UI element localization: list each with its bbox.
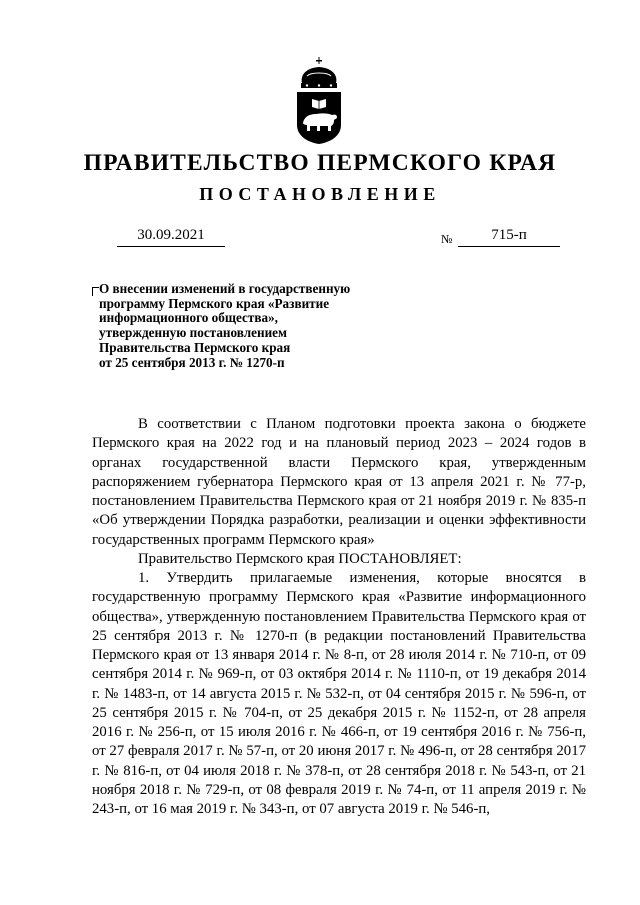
decree-subject: О внесении изменений в государственную программу Пермского края «Развитие информационного общества», утвержденную постановлением Правительства Пермского края от 25 сентября 2013 г. № 1270-п	[99, 281, 351, 370]
decree-number: 715-п	[458, 227, 560, 247]
intro-paragraph: В соответствии с Планом подготовки проекта закона о бюджете Пермского края на 2022 год и на плановый период 2023 – 2024 годов в органах государственной власти Пермского края, утвержденным распоряжением губернатора Пермского края от 13 апреля 2021 г. № 77-р, постановлением Правительства Пермского края от 21 ноября 2019 г. № 835-п «Об утверждении Порядка разработки, реализации и оценки эффективности государственных программ Пермского края»	[92, 416, 586, 548]
document-type: ПОСТАНОВЛЕНИЕ	[199, 184, 441, 204]
decree-body	[92, 415, 586, 819]
subject-corner-mark	[92, 287, 99, 296]
resolves-paragraph: Правительство Пермского края ПОСТАНОВЛЯЕТ:	[138, 550, 462, 567]
decree-date: 30.09.2021	[117, 227, 225, 247]
number-sign: №	[441, 232, 453, 246]
crown-icon	[301, 57, 337, 88]
government-name: ПРАВИТЕЛЬСТВО ПЕРМСКОГО КРАЯ	[83, 150, 557, 176]
perm-krai-coat-of-arms-icon	[290, 55, 348, 145]
item-1-paragraph: 1. Утвердить прилагаемые изменения, которые вносятся в государственную программу Пермского края «Развитие информационного общества», утвержденную постановлением Правительства Пермского края от 25 сентября 2013 г. № 1270-п (в редакции постановлений Правительства Пермского края от 13 января 2014 г. № 8-п, от 28 июля 2014 г. № 710-п, от 09 сентября 2014 г. № 969-п, от 03 октября 2014 г. № 1110-п, от 19 декабря 2014 г. № 1483-п, от 14 августа 2015 г. № 532-п, от 04 сентября 2015 г. № 596-п, от 25 сентября 2015 г. № 704-п, от 25 декабря 2015 г. № 1152-п, от 28 апреля 2016 г. № 256-п, от 15 июля 2016 г. № 466-п, от 19 сентября 2016 г. № 756-п, от 27 февраля 2017 г. № 57-п, от 20 июня 2017 г. № 496-п, от 28 сентября 2017 г. № 816-п, от 04 июля 2018 г. № 378-п, от 28 сентября 2018 г. № 543-п, от 21 ноября 2018 г. № 729-п, от 08 февраля 2019 г. № 74-п, от 11 апреля 2019 г. № 243-п, от 16 мая 2019 г. № 343-п, от 07 августа 2019 г. № 546-п,	[92, 570, 586, 817]
